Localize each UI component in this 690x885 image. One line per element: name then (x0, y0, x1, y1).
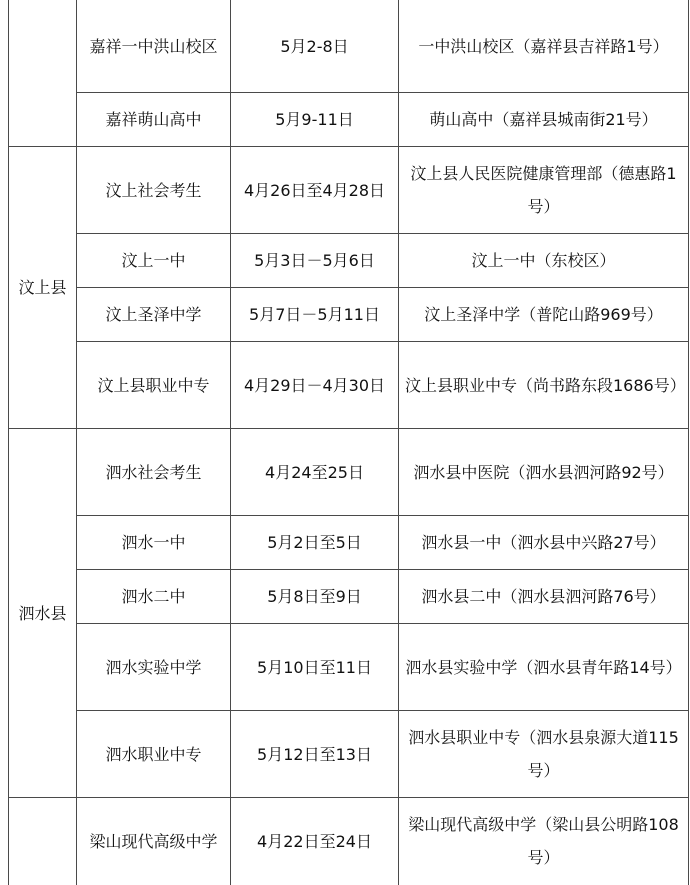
table-row (9, 0, 689, 93)
county-cell-wenshang: 汶上县 (9, 147, 77, 429)
table-row (9, 147, 689, 234)
table-row (9, 234, 689, 288)
location-cell: 泗水县中医院（泗水县泗河路92号） (399, 429, 689, 516)
school-cell: 汶上圣泽中学 (77, 288, 231, 342)
school-cell: 泗水实验中学 (77, 624, 231, 711)
table-row (9, 516, 689, 570)
location-cell: 汶上县职业中专（尚书路东段1686号） (399, 342, 689, 429)
date-cell: 5月7日－5月11日 (231, 288, 399, 342)
location-cell: 梁山现代高级中学（梁山县公明路108号） (399, 798, 689, 885)
date-cell: 5月2日至5日 (231, 516, 399, 570)
school-cell: 泗水一中 (77, 516, 231, 570)
date-cell: 4月29日－4月30日 (231, 342, 399, 429)
county-cell-sishui: 泗水县 (9, 429, 77, 798)
location-cell: 泗水县一中（泗水县中兴路27号） (399, 516, 689, 570)
table-row (9, 711, 689, 798)
school-cell: 梁山现代高级中学 (77, 798, 231, 885)
table-row (9, 624, 689, 711)
location-cell: 汶上一中（东校区） (399, 234, 689, 288)
table-row (9, 429, 689, 516)
county-cell-jiaxiang (9, 0, 77, 147)
county-cell-liangshan (9, 798, 77, 885)
location-cell: 泗水县实验中学（泗水县青年路14号） (399, 624, 689, 711)
location-cell: 汶上圣泽中学（普陀山路969号） (399, 288, 689, 342)
school-cell: 汶上一中 (77, 234, 231, 288)
table-row (9, 342, 689, 429)
school-cell: 泗水职业中专 (77, 711, 231, 798)
location-cell: 汶上县人民医院健康管理部（德惠路1号） (399, 147, 689, 234)
date-cell: 4月22日至24日 (231, 798, 399, 885)
date-cell: 5月10日至11日 (231, 624, 399, 711)
location-cell: 泗水县职业中专（泗水县泉源大道115号） (399, 711, 689, 798)
table-row (9, 798, 689, 885)
school-cell: 汶上社会考生 (77, 147, 231, 234)
date-cell: 5月3日－5月6日 (231, 234, 399, 288)
school-cell: 泗水社会考生 (77, 429, 231, 516)
location-cell: 萌山高中（嘉祥县城南街21号） (399, 93, 689, 147)
school-cell: 嘉祥萌山高中 (77, 93, 231, 147)
location-cell: 泗水县二中（泗水县泗河路76号） (399, 570, 689, 624)
date-cell: 4月24至25日 (231, 429, 399, 516)
table-row (9, 288, 689, 342)
table-row (9, 570, 689, 624)
school-cell: 嘉祥一中洪山校区 (77, 0, 231, 93)
date-cell: 5月12日至13日 (231, 711, 399, 798)
date-cell: 5月8日至9日 (231, 570, 399, 624)
date-cell: 5月9-11日 (231, 93, 399, 147)
school-cell: 汶上县职业中专 (77, 342, 231, 429)
date-cell: 5月2-8日 (231, 0, 399, 93)
school-cell: 泗水二中 (77, 570, 231, 624)
table-row (9, 93, 689, 147)
location-cell: 一中洪山校区（嘉祥县吉祥路1号） (399, 0, 689, 93)
exam-schedule-table (8, 0, 689, 885)
date-cell: 4月26日至4月28日 (231, 147, 399, 234)
